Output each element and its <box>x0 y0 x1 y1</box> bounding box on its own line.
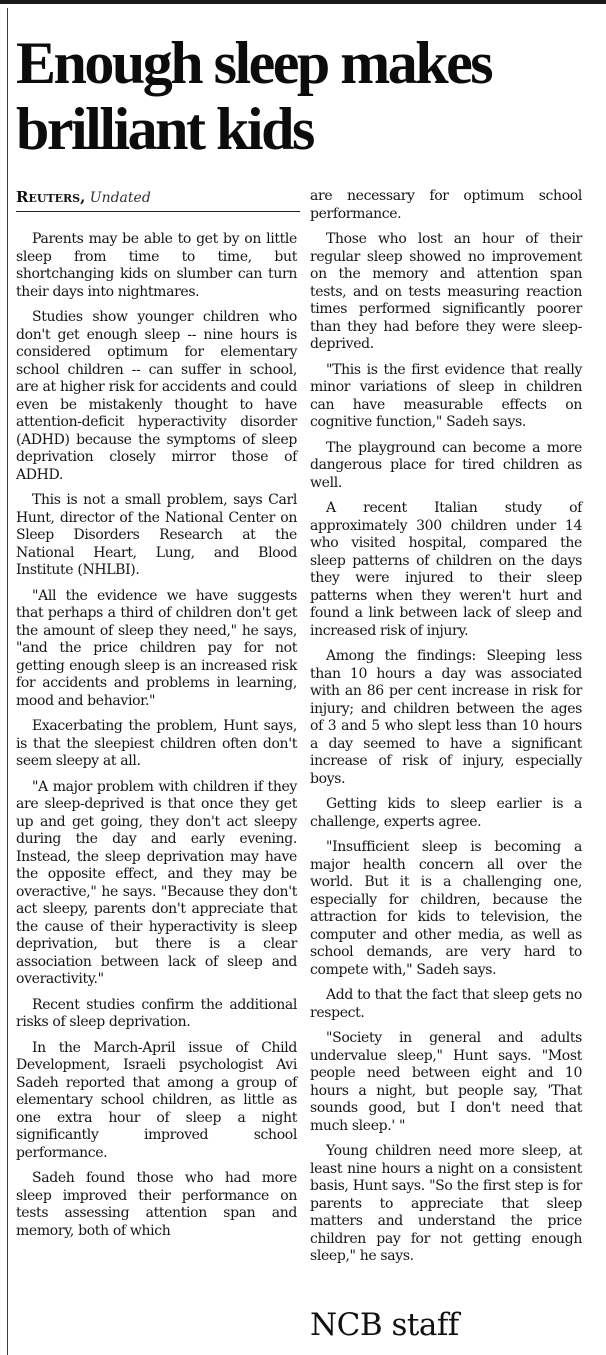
byline <box>16 188 300 212</box>
paragraph: Parents may be able to get by on little sleep from time to time, but shortchanging kids on slumber can turn their days into nightmares. <box>16 231 297 300</box>
paragraph: A recent Italian study of approximately 300 children under 14 who visited hospital, compared the sleep patterns of children on the days they were injured to their sleep patterns when they weren't hurt and found a link between lack of sleep and increased risk of injury. <box>310 500 582 639</box>
paragraph: Those who lost an hour of their regular sleep showed no improvement on the memory and attention span tests, and on tests measuring reaction times performed significantly poorer than they had before they were sleep-deprived. <box>310 231 582 352</box>
paragraph: Add to that the fact that sleep gets no respect. <box>310 987 582 1021</box>
top-rule <box>0 0 606 4</box>
paragraph: In the March-April issue of Child Development, Israeli psychologist Avi Sadeh reported that among a group of elementary school children, as little as one extra hour of sleep a night significantly improved school performance. <box>16 1039 297 1161</box>
paragraph: Young children need more sleep, at least nine hours a night on a consistent basis, Hunt says. "So the first step is for parents to appreciate that sleep matters and understand the price children pay for not getting enough sleep," he says. <box>310 1143 582 1264</box>
paragraph: Sadeh found those who had more sleep improved their performance on tests assessing attention span and memory, both of which <box>16 1170 297 1239</box>
paragraph: The playground can become a more dangerous place for tired children as well. <box>310 439 582 491</box>
paragraph: "This is the first evidence that really minor variations of sleep in children can have measurable effects on cognitive function," Sadeh says. <box>310 361 582 430</box>
paragraph: Exacerbating the problem, Hunt says, is that the sleepiest children often don't seem sleepy at all. <box>16 718 297 769</box>
article-column-right <box>310 188 582 1274</box>
paragraph: "Society in general and adults undervalue sleep," Hunt says. "Most people need between eight and 10 hours a night, but people say, 'That sounds good, but I don't need that much sleep.' " <box>310 1030 582 1134</box>
paragraph: Getting kids to sleep earlier is a challenge, experts agree. <box>310 796 582 830</box>
column-rule <box>7 8 8 1355</box>
staff-signoff: NCB staff <box>310 1307 459 1343</box>
byline-dateline: Undated <box>89 190 151 206</box>
paragraph: This is not a small problem, says Carl Hunt, director of the National Center on Sleep Disorders Research at the National Heart, Lung, and Blood Institute (NHLBI). <box>16 492 297 578</box>
paragraph: "All the evidence we have suggests that perhaps a third of children don't get the amount of sleep they need," he says, "and the price children pay for not getting enough sleep is an increased risk for accidents and problems in learning, mood and behavior." <box>16 587 297 709</box>
paragraph-continuation: are necessary for optimum school performance. <box>310 188 582 222</box>
paragraph: Recent studies confirm the additional risks of sleep deprivation. <box>16 996 297 1030</box>
article-column-left <box>16 231 297 1248</box>
paragraph: Among the findings: Sleeping less than 10 hours a day was associated with an 86 per cent increase in risk for injury; and children between the ages of 3 and 5 who slept less than 10 hours a day seemed to have a significant increase of risk of injury, especially boys. <box>310 648 582 787</box>
paragraph: Studies show younger children who don't get enough sleep -- nine hours is considered optimum for elementary school children -- can suffer in school, are at higher risk for accidents and could even be mistakenly thought to have attention-deficit hyperactivity disorder (ADHD) because the symptoms of sleep deprivation closely mirror those of ADHD. <box>16 309 297 483</box>
paragraph: "A major problem with children if they are sleep-deprived is that once they get up and get going, they don't act sleepy during the day and early evening. Instead, the sleep deprivation may have the opposite effect, and they may be overactive," he says. "Because they don't act sleepy, parents don't appreciate that the cause of their hyperactivity is sleep deprivation, but there is a clear association between lack of sleep and overactivity." <box>16 778 297 987</box>
paragraph: "Insufficient sleep is becoming a major health concern all over the world. But it is a challenging one, especially for children, because the attraction for kids to television, the computer and other media, as well as school demands, are very hard to compete with," Sadeh says. <box>310 839 582 978</box>
headline: Enough sleep makes brilliant kids <box>16 30 492 162</box>
byline-agency: Reuters, <box>16 188 86 206</box>
